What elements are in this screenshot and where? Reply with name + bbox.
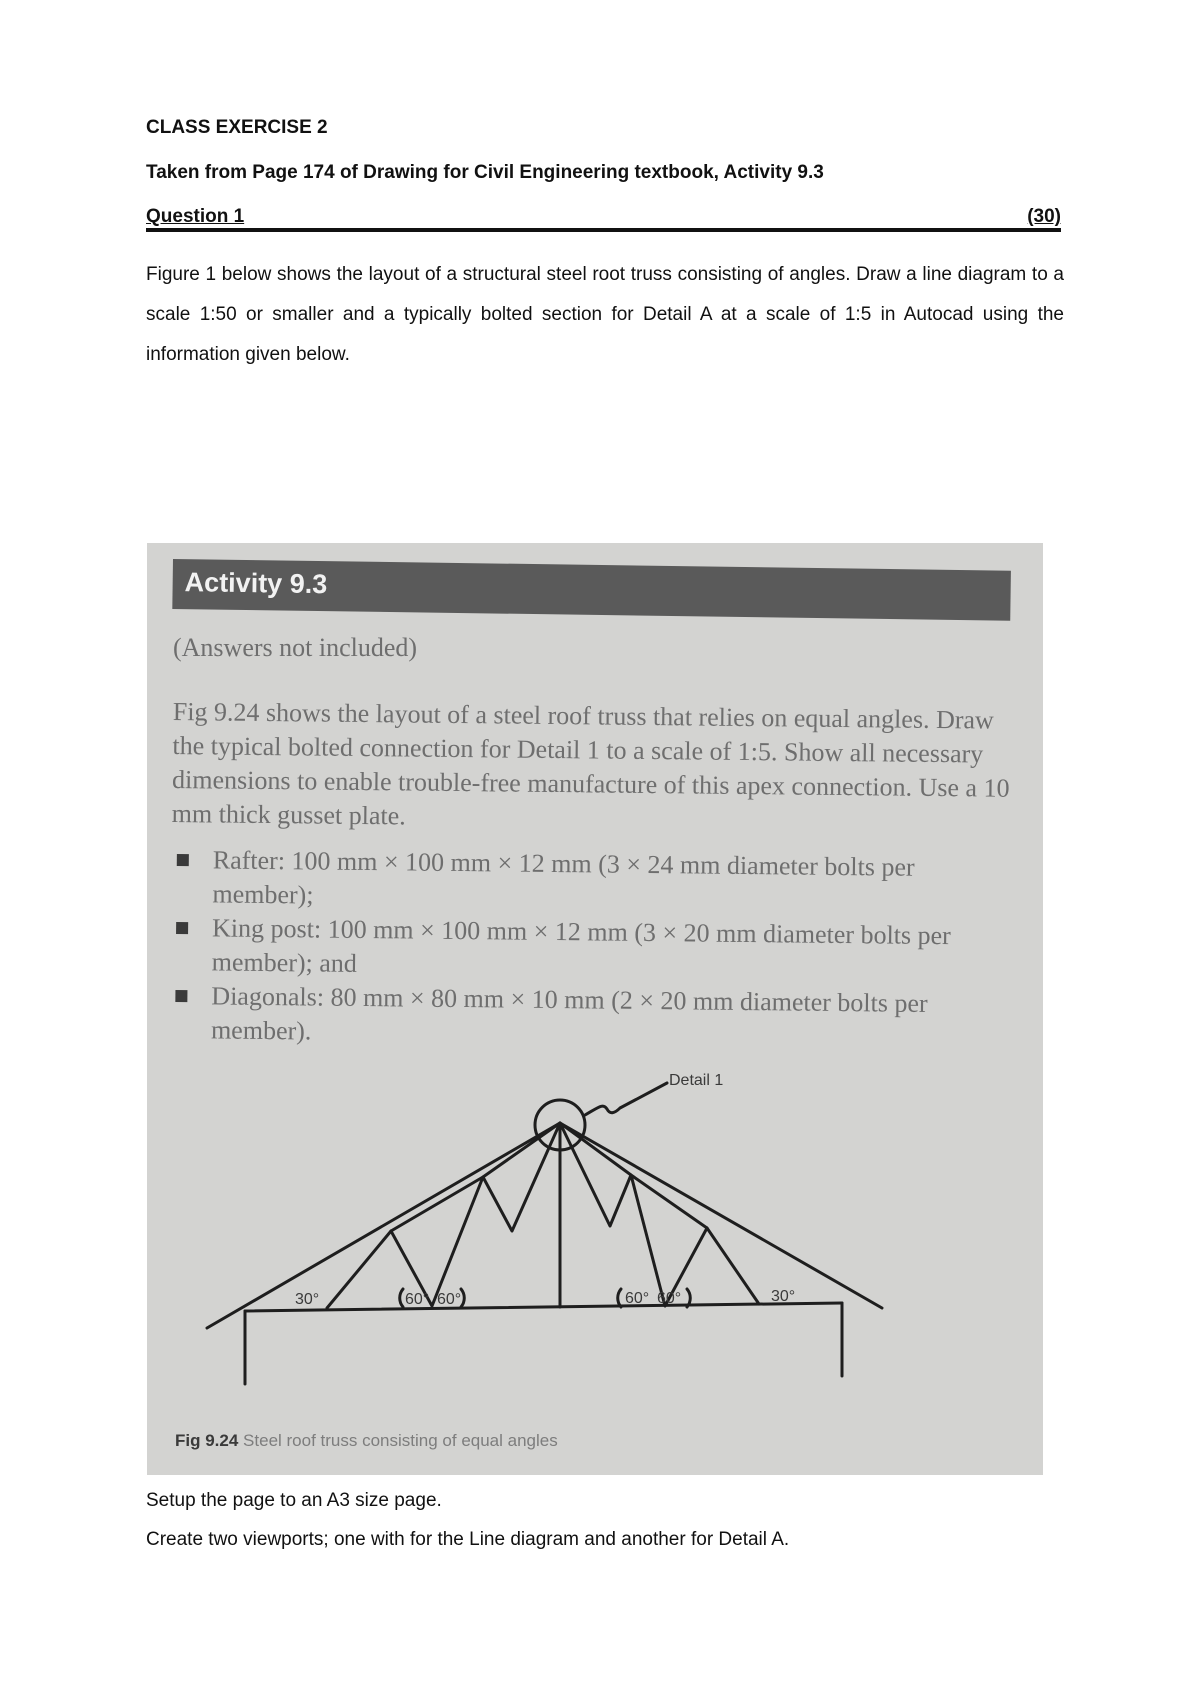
list-item: King post: 100 mm × 100 mm × 12 mm (3 × 20 mm diameter bolts per member); and: [172, 911, 1013, 988]
exercise-title: CLASS EXERCISE 2: [146, 117, 328, 138]
angle-arc: [461, 1289, 464, 1307]
angle-label: 30°: [771, 1288, 796, 1305]
list-item: Rafter: 100 mm × 100 mm × 12 mm (3 × 24 mm diameter bolts per member);: [172, 843, 1013, 920]
question-text: Figure 1 below shows the layout of a structural steel root truss consisting of angles. Draw a line diagram to a scale 1:50 or smaller and a typically bolted section for Detail A at a scale of 1:5 in Autocad using the information given below.: [146, 264, 1064, 365]
textbook-photo: [147, 543, 1043, 1475]
question-label: Question 1: [146, 206, 245, 227]
answers-note: (Answers not included): [173, 633, 418, 662]
rafter-left: [207, 1123, 560, 1328]
caption-text: Steel roof truss consisting of equal angles: [243, 1431, 558, 1450]
source-line: Taken from Page 174 of Drawing for Civil Engineering textbook, Activity 9.3: [146, 162, 824, 183]
caption-number: Fig 9.24: [175, 1431, 239, 1450]
member-list: [171, 843, 1013, 1056]
detail-leader: [585, 1083, 667, 1115]
web-right: [560, 1123, 759, 1306]
angle-label: 60°: [657, 1290, 682, 1307]
rafter-right: [560, 1123, 882, 1308]
figure-caption: [175, 1431, 558, 1451]
roof-truss-figure: [147, 1063, 1043, 1423]
activity-intro: Fig 9.24 shows the layout of a steel roof truss that relies on equal angles. Draw the typical bolted connection for Detail 1 to a scale of 1:5. Show all necessary dimensions to enable trouble-free manufacture of this apex connection. Use a 10 mm thick gusset plate.: [171, 696, 1010, 831]
question-marks: (30): [1027, 206, 1061, 227]
angle-arc: [687, 1289, 690, 1307]
question-heading: [146, 206, 1061, 232]
bottom-chord: [245, 1303, 842, 1311]
web-left: [327, 1123, 560, 1308]
detail-label: Detail 1: [669, 1072, 724, 1089]
angle-arc: [618, 1289, 621, 1307]
angle-arc: [400, 1289, 403, 1307]
web-left-inner: [391, 1177, 483, 1231]
instruction-line: Create two viewports; one with for the Line diagram and another for Detail A.: [146, 1529, 790, 1550]
activity-banner-title: Activity 9.3: [184, 567, 328, 600]
angle-label: 60°: [405, 1291, 430, 1308]
activity-banner: [172, 559, 1011, 621]
instruction-line: Setup the page to an A3 size page.: [146, 1490, 442, 1511]
angle-label: 60°: [625, 1290, 650, 1307]
angle-label: 60°: [437, 1291, 462, 1308]
angle-label: 30°: [295, 1291, 320, 1308]
list-item: Diagonals: 80 mm × 80 mm × 10 mm (2 × 20 mm diameter bolts per member).: [171, 979, 1012, 1056]
